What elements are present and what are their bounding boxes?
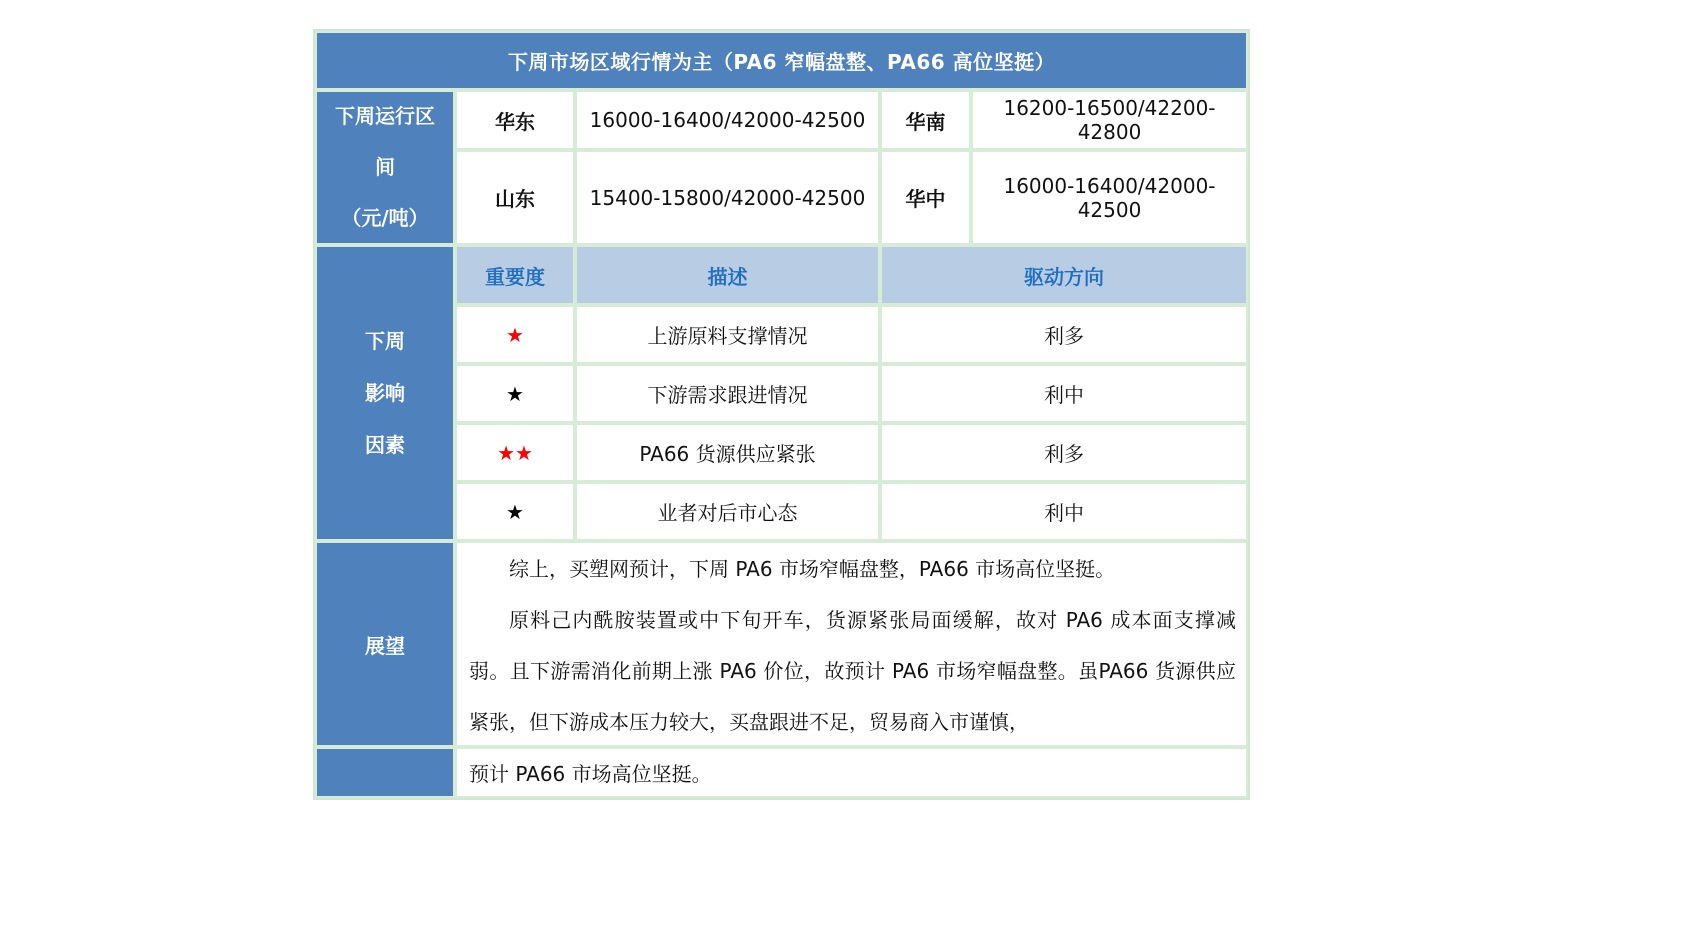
factor-importance-stars: ★★ bbox=[455, 423, 575, 482]
factor-direction: 利中 bbox=[880, 364, 1248, 423]
outlook-last-line: 预计 PA66 市场高位坚挺。 bbox=[455, 747, 1248, 798]
factor-importance-stars: ★ bbox=[455, 482, 575, 541]
outlook-label: 展望 bbox=[315, 541, 455, 747]
region-name-huazhong: 华中 bbox=[880, 150, 971, 245]
market-table bbox=[313, 29, 1250, 800]
factor-direction: 利多 bbox=[880, 423, 1248, 482]
outlook-text bbox=[455, 541, 1248, 747]
factors-label-line: 因素 bbox=[365, 433, 405, 457]
header-direction: 驱动方向 bbox=[880, 245, 1248, 305]
region-name-shandong: 山东 bbox=[455, 150, 575, 245]
factor-direction: 利中 bbox=[880, 482, 1248, 541]
factor-importance-stars: ★ bbox=[455, 364, 575, 423]
header-importance: 重要度 bbox=[455, 245, 575, 305]
region-value-huanan: 16200-16500/42200-42800 bbox=[971, 90, 1248, 150]
price-range-label-line: 下周运行区 bbox=[335, 104, 435, 128]
factor-description: 业者对后市心态 bbox=[575, 482, 880, 541]
outlook-paragraph: 原料己内酰胺装置或中下旬开车，货源紧张局面缓解，故对 PA6 成本面支撑减弱。且下游需消化前期上涨 PA6 价位，故预计 PA6 市场窄幅盘整。虽PA66 货源供应紧张，但下游成本压力较大，买盘跟进不足，贸易商入市谨慎， bbox=[469, 608, 1236, 734]
factor-description: 上游原料支撑情况 bbox=[575, 305, 880, 364]
header-description: 描述 bbox=[575, 245, 880, 305]
factors-label-line: 影响 bbox=[365, 381, 405, 405]
factor-description: PA66 货源供应紧张 bbox=[575, 423, 880, 482]
price-range-label-line: 间 bbox=[375, 155, 395, 179]
price-range-label-line: （元/吨） bbox=[341, 206, 429, 230]
factor-importance-stars: ★ bbox=[455, 305, 575, 364]
factor-description: 下游需求跟进情况 bbox=[575, 364, 880, 423]
region-value-huazhong: 16000-16400/42000-42500 bbox=[971, 150, 1248, 245]
outlook-label-continued bbox=[315, 747, 455, 798]
region-value-huadong: 16000-16400/42000-42500 bbox=[575, 90, 880, 150]
factors-label bbox=[315, 245, 455, 541]
region-name-huanan: 华南 bbox=[880, 90, 971, 150]
region-value-shandong: 15400-15800/42000-42500 bbox=[575, 150, 880, 245]
price-range-label bbox=[315, 90, 455, 245]
factor-direction: 利多 bbox=[880, 305, 1248, 364]
table-title: 下周市场区域行情为主（PA6 窄幅盘整、PA66 高位坚挺） bbox=[315, 31, 1248, 90]
region-name-huadong: 华东 bbox=[455, 90, 575, 150]
outlook-paragraph: 综上，买塑网预计，下周 PA6 市场窄幅盘整，PA66 市场高位坚挺。 bbox=[509, 557, 1116, 581]
factors-label-line: 下周 bbox=[365, 329, 405, 353]
